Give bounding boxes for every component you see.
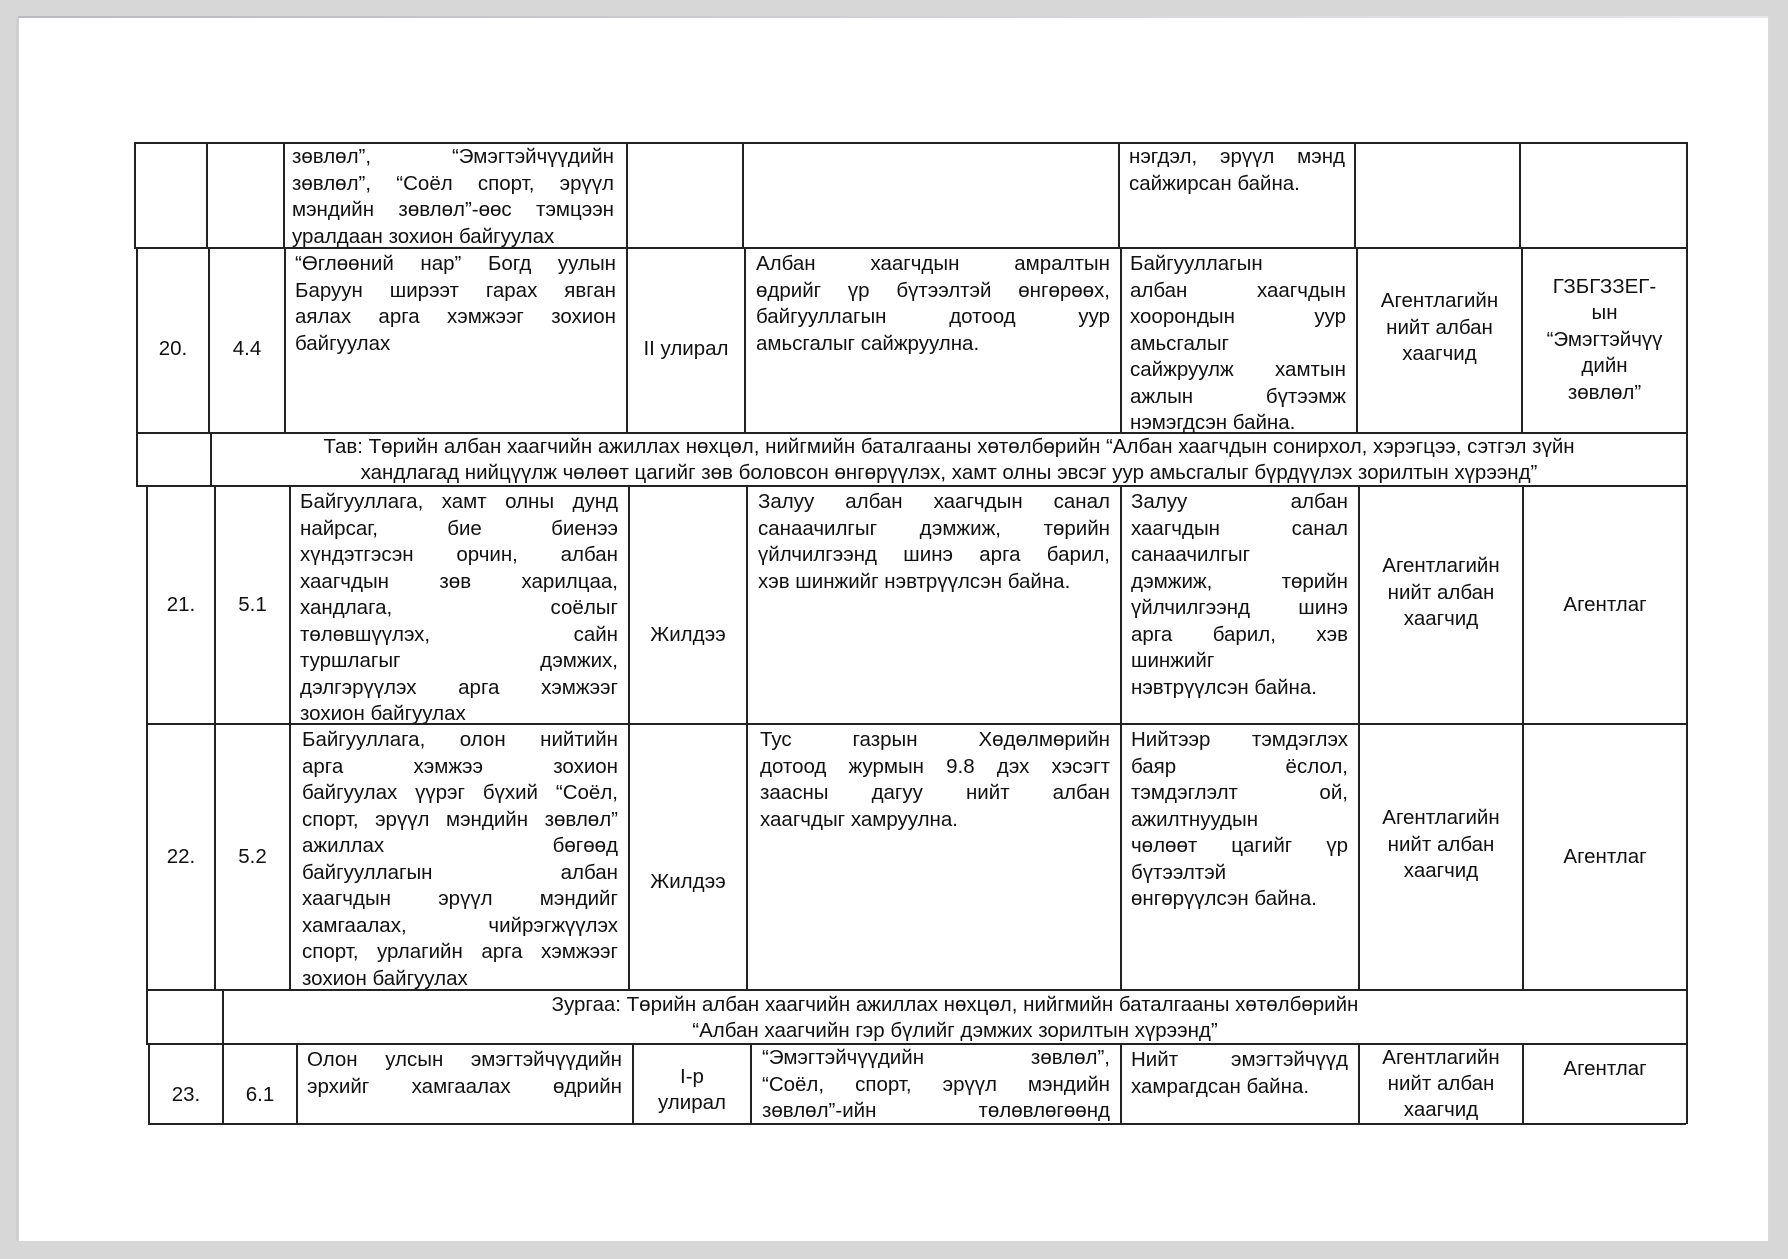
section-banner: Зургаа: Төрийн албан хаагчийн ажиллах нөхцөл, нийгмийн баталгааны хөтөлбөрийн “Албан хаагчийн гэр бүлийг дэмжих зорилтын хүрээнд” xyxy=(551,993,1359,1042)
responsible-cell: Агентлагийн нийт албан хаагчид xyxy=(1382,1046,1500,1121)
cell-line: арга хэмжээ зохион xyxy=(302,754,618,778)
cell-line: зөвлөл”, “Соёл спорт, эрүүл xyxy=(292,171,614,195)
scan-edge-left xyxy=(16,18,19,1241)
activity-cell xyxy=(300,489,618,728)
cell-line: Тус газрын Хөдөлмөрийн xyxy=(760,728,1110,751)
cell-line: чөлөөт цагийг үр xyxy=(1131,834,1348,857)
cell-line: зөвлөл”, “Эмэгтэйчүүдийн xyxy=(292,145,614,168)
activity-cell xyxy=(295,251,616,357)
cell-line: ажилтнуудын xyxy=(1131,807,1259,831)
cell-line: Байгууллагын xyxy=(1130,252,1263,275)
row-number: 22. xyxy=(166,844,196,868)
cell-line: сайжруулж хамтын xyxy=(1130,358,1346,381)
time-cell: II улирал xyxy=(643,337,729,361)
result-cell xyxy=(1129,144,1345,197)
cell-line: өнгөрүүлсэн байна. xyxy=(1131,887,1317,910)
responsible-cell: Агентлагийн нийт албан хаагчид xyxy=(1382,806,1500,883)
cell-line: хамрагдсан байна. xyxy=(1131,1074,1310,1098)
cell-line: дотоод журмын 9.8 дэх хэсэгт xyxy=(760,754,1110,778)
cell-line: хаагчдын зөв харилцаа, xyxy=(300,569,618,593)
cell-line: “Соёл, спорт, эрүүл мэндийн xyxy=(762,1072,1110,1096)
cell-line: үйлчилгээнд шинэ xyxy=(1131,596,1348,619)
cell-line: мэндийн зөвлөл”-өөс тэмцээн xyxy=(292,198,614,221)
time-cell: Жилдээ xyxy=(650,622,726,646)
row-code: 5.2 xyxy=(238,844,267,868)
cell-line: хаагчдыг хамруулна. xyxy=(760,807,958,831)
cell-line: зохион байгуулах xyxy=(300,702,466,725)
activity-cell xyxy=(302,727,618,992)
cell-line: байгууллагын албан xyxy=(302,860,618,884)
cell-line: ажиллах бөгөөд xyxy=(302,834,618,857)
organizer-cell: Агентлаг xyxy=(1563,1056,1647,1080)
organizer-cell: Агентлаг xyxy=(1563,844,1647,868)
cell-line: аялах арга хэмжээг зохион xyxy=(295,305,616,328)
row-code: 4.4 xyxy=(232,337,262,361)
time-cell: I-р улирал xyxy=(658,1065,726,1114)
cell-line: найрсаг, бие биенээ xyxy=(300,516,618,540)
cell-line: Залуу албан хаагчдын санал xyxy=(758,490,1110,513)
cell-line: зөвлөл”-ийн төлөвлөгөөнд xyxy=(762,1099,1110,1122)
cell-line: амьсгалыг xyxy=(1130,331,1230,355)
cell-line: хамгаалах, чийрэгжүүлэх xyxy=(302,913,618,937)
measure-cell xyxy=(756,251,1110,357)
cell-line: уралдаан зохион байгуулах xyxy=(292,224,555,248)
cell-line: нэгдэл, эрүүл мэнд xyxy=(1129,145,1345,168)
result-cell xyxy=(1131,727,1348,913)
measure-cell xyxy=(762,1045,1110,1125)
cell-line: заасны дагуу нийт албан xyxy=(760,781,1110,804)
scan-edge-right xyxy=(1768,18,1770,1241)
responsible-cell: Агентлагийн нийт албан хаагчид xyxy=(1382,554,1500,631)
organizer-cell: ГЗБГЗЗЕГ- ын “Эмэгтэйчүү дийн зөвлөл” xyxy=(1546,274,1663,404)
organizer-cell: Агентлаг xyxy=(1563,592,1647,616)
cell-line: хаагчдын эрүүл мэндийг xyxy=(302,887,618,910)
cell-line: туршлагыг дэмжих, xyxy=(300,649,618,672)
cell-line: Олон улсын эмэгтэйчүүдийн xyxy=(307,1048,622,1071)
responsible-cell: Агентлагийн нийт албан хаагчид xyxy=(1380,289,1499,366)
cell-line: албан хаагчдын xyxy=(1130,278,1346,302)
cell-line: нэвтрүүлсэн байна. xyxy=(1131,675,1317,699)
result-cell xyxy=(1130,251,1346,437)
cell-line: өдрийг үр бүтээлтэй өнгөрөөх, xyxy=(756,278,1110,302)
cell-line: дэмжиж, төрийн xyxy=(1131,569,1348,593)
cell-line: зохион байгуулах xyxy=(302,966,468,990)
cell-line: байгууллагын дотоод уур xyxy=(756,305,1110,328)
row-number: 20. xyxy=(158,337,188,361)
cell-line: байгуулах xyxy=(295,331,391,355)
cell-line: сайжирсан байна. xyxy=(1129,171,1300,195)
cell-line: Албан хаагчдын амралтын xyxy=(756,252,1110,275)
row-number: 21. xyxy=(166,592,196,616)
cell-line: Баруун ширээт гарах явган xyxy=(295,278,616,302)
cell-line: спорт, эрүүл мэндийн зөвлөл” xyxy=(302,807,618,831)
cell-line: Байгууллага, хамт олны дунд xyxy=(300,490,618,513)
cell-line: нэмэгдсэн байна. xyxy=(1130,411,1296,434)
cell-line: санаачилгыг xyxy=(1131,543,1251,566)
section-banner: Тав: Төрийн албан хаагчийн ажиллах нөхцөл, нийгмийн баталгааны хөтөлбөрийн “Албан хаагчдын сонирхол, хэрэгцээ, сэтгэл зүйн хандлагад нийцүүлж чөлөөт цагийг зөв боловсон өнгөрүүлэх, хамт олны эвсэг уур амьсгалыг бүрдүүлэх зорилтын хүрээнд” xyxy=(323,435,1575,484)
cell-line: үйлчилгээнд шинэ арга барил, xyxy=(758,543,1110,566)
cell-line: эрхийг хамгаалах өдрийн xyxy=(307,1074,622,1098)
result-cell xyxy=(1131,489,1348,701)
measure-cell xyxy=(758,489,1110,595)
cell-line: “Эмэгтэйчүүдийн зөвлөл”, xyxy=(762,1046,1110,1069)
cell-line: бүтээлтэй xyxy=(1131,860,1227,884)
cell-line: хаагчдын санал xyxy=(1131,516,1348,540)
cell-line: хүндэтгэсэн орчин, албан xyxy=(300,543,618,566)
measure-cell xyxy=(760,727,1110,833)
cell-line: Нийтээр тэмдэглэх xyxy=(1131,728,1348,751)
cell-line: Байгууллага, олон нийтийн xyxy=(302,728,618,751)
cell-line: хэв шинжийг нэвтрүүлсэн байна. xyxy=(758,569,1071,593)
cell-line: дэлгэрүүлэх арга хэмжээг xyxy=(300,675,618,699)
cell-line: хандлага, соёлыг xyxy=(300,596,618,619)
activity-cell xyxy=(307,1047,622,1100)
cell-line: хоорондын уур xyxy=(1130,305,1346,328)
result-cell xyxy=(1131,1047,1348,1100)
cell-line: төлөвшүүлэх, сайн xyxy=(300,622,618,646)
row-code: 5.1 xyxy=(238,592,267,616)
time-cell: Жилдээ xyxy=(650,869,726,893)
cell-line: байгуулах үүрэг бүхий “Соёл, xyxy=(302,781,618,804)
cell-line: спорт, урлагийн арга хэмжээг xyxy=(302,940,618,963)
cell-line: санаачилгыг дэмжиж, төрийн xyxy=(758,516,1110,540)
cell-line: Залуу албан xyxy=(1131,490,1348,513)
cell-line: амьсгалыг сайжруулна. xyxy=(756,331,980,355)
activity-cell xyxy=(292,144,614,250)
cell-line: арга барил, хэв xyxy=(1131,622,1348,646)
cell-line: баяр ёслол, xyxy=(1131,754,1348,778)
row-code: 6.1 xyxy=(245,1082,275,1106)
row-number: 23. xyxy=(171,1082,201,1106)
cell-line: ажлын бүтээмж xyxy=(1130,384,1346,408)
cell-line: тэмдэглэлт ой, xyxy=(1131,781,1348,804)
cell-line: Нийт эмэгтэйчүүд xyxy=(1131,1048,1348,1071)
cell-line: “Өглөөний нар” Богд уулын xyxy=(295,252,616,275)
cell-line: шинжийг xyxy=(1131,649,1215,672)
